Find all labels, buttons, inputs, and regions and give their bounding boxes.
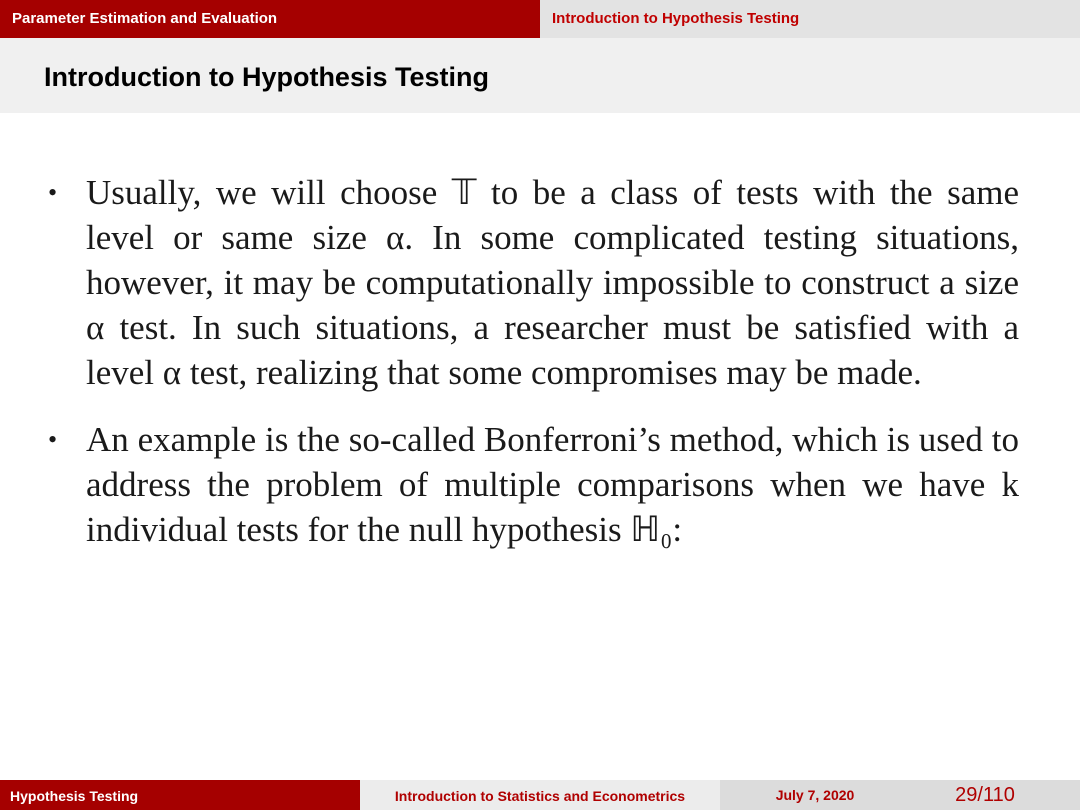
footer-right <box>720 780 1080 810</box>
nav-subsection-link[interactable]: Introduction to Hypothesis Testing <box>540 0 1080 38</box>
nav-section-link[interactable]: Parameter Estimation and Evaluation <box>0 0 540 38</box>
bullet-icon: • <box>48 425 58 454</box>
slide-content <box>44 170 1019 574</box>
bullet-item <box>44 417 1019 552</box>
bullet-item <box>44 170 1019 395</box>
footer-bar <box>0 780 1080 810</box>
footer-date: July 7, 2020 <box>775 787 855 803</box>
bullet-list <box>44 170 1019 552</box>
bullet-text: Usually, we will choose 𝕋 to be a class of tests with the same level or same size α. In some complicated testing situations, however, it may be computationally impossible to construct a size α test. In such situations, a researcher must be satisfied with a level α test, realizing that some compromises may be made. <box>86 173 1019 392</box>
top-navigation-bar <box>0 0 1080 38</box>
footer-short-title[interactable]: Hypothesis Testing <box>0 780 360 810</box>
bullet-text: An example is the so-called Bonferroni’s method, which is used to address the problem of multiple comparisons when we have k individual tests for the null hypothesis ℍ₀: <box>86 420 1019 549</box>
frame-title: Introduction to Hypothesis Testing <box>0 38 1080 113</box>
page-number: 29/110 <box>955 783 1015 806</box>
footer-course-title[interactable]: Introduction to Statistics and Econometrics <box>360 780 720 810</box>
bullet-icon: • <box>48 178 58 207</box>
